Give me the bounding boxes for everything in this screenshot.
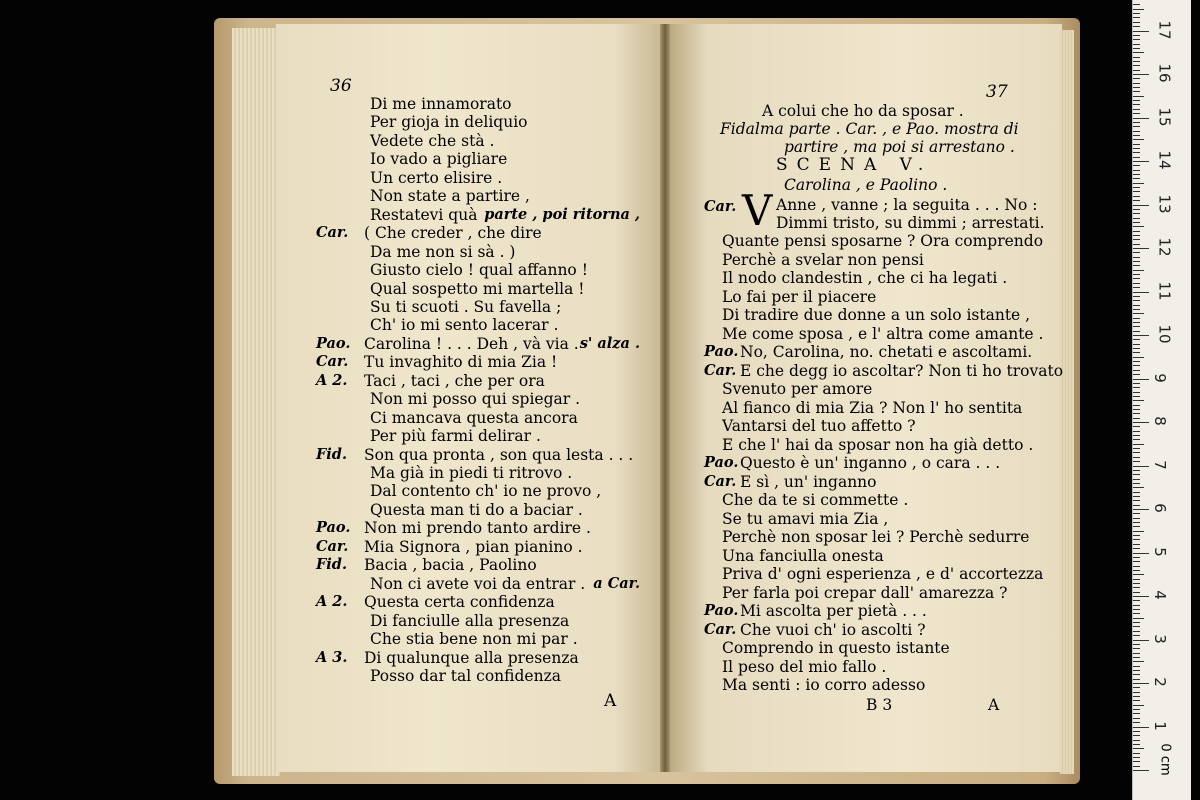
ruler-tick (1133, 74, 1149, 75)
verse-line: Da me non si sà . ) (370, 242, 516, 261)
ruler-tick (1133, 618, 1144, 619)
stage-direction: s' alza . (579, 334, 640, 352)
ruler-tick (1133, 44, 1140, 45)
ruler-tick (1133, 557, 1140, 558)
ruler-tick (1133, 539, 1140, 540)
ruler-tick (1133, 309, 1140, 310)
verse-line: Per gioja in deliquio (370, 113, 528, 132)
ruler-tick (1133, 753, 1140, 754)
ruler-number: 12 (1155, 237, 1174, 257)
verse-line: Giusto cielo ! qual affanno ! (370, 261, 588, 280)
ruler-tick (1133, 470, 1140, 471)
verse-line: Un certo elisire . (370, 168, 503, 187)
ruler-tick (1133, 435, 1140, 436)
ruler-tick (1133, 452, 1140, 453)
verse-line: Vantarsi del tuo affetto ? (722, 417, 916, 435)
ruler-tick (1133, 144, 1140, 145)
verse-line: Per farla poi crepar dall' amarezza ? (722, 583, 1008, 602)
speaker-label: A 2. (316, 371, 348, 389)
speaker-label: Car. (704, 620, 737, 638)
verse-line: Quante pensi sposarne ? Ora comprendo (722, 232, 1044, 250)
verse-line: Io vado a pigliare (370, 150, 508, 169)
ruler-tick (1133, 205, 1149, 206)
verse-line: Questa certa confidenza (364, 593, 555, 612)
ruler-tick (1133, 104, 1140, 105)
ruler-tick (1133, 592, 1140, 593)
ruler-tick (1133, 352, 1140, 353)
verse-line: Su ti scuoti . Su favella ; (370, 297, 562, 316)
ruler-tick (1133, 705, 1144, 706)
verse-line: Questo è un' inganno , o cara . . . (740, 454, 1001, 472)
ruler-tick (1133, 439, 1140, 440)
ruler-tick (1133, 609, 1140, 610)
ruler-tick (1133, 561, 1140, 562)
ruler-tick (1133, 200, 1140, 201)
ruler-tick (1133, 174, 1140, 175)
ruler-tick (1133, 509, 1149, 510)
ruler-tick (1133, 326, 1140, 327)
ruler-tick (1133, 365, 1140, 366)
ruler-tick (1133, 283, 1140, 284)
ruler-tick (1133, 513, 1140, 514)
ruler-tick (1133, 187, 1140, 188)
speaker-label: Pao. (704, 343, 739, 360)
ruler-tick (1133, 605, 1140, 606)
verse-line: Non ci avete voi da entrar . (370, 574, 586, 593)
ruler-number: 14 (1155, 150, 1174, 170)
ruler-tick (1133, 622, 1140, 623)
verse-line: Bacia , bacia , Paolino (364, 556, 537, 575)
verse-line: Di tradire due donne a un solo istante , (722, 306, 1031, 324)
ruler-tick (1133, 39, 1140, 40)
stage-direction: a Car. (593, 574, 640, 592)
ruler-tick (1133, 244, 1140, 245)
ruler-tick (1133, 357, 1144, 358)
ruler-tick (1133, 596, 1149, 597)
verse-line: Che da te si commette . (722, 491, 909, 509)
ruler-tick (1133, 231, 1140, 232)
ruler-tick (1133, 35, 1140, 36)
ruler-number: 4 (1150, 590, 1169, 600)
ruler-tick (1133, 148, 1140, 149)
ruler-tick (1133, 131, 1140, 132)
ruler-tick (1133, 65, 1140, 66)
ruler-number: 16 (1155, 63, 1174, 83)
verse-line: Dal contento ch' io ne provo , (370, 482, 602, 501)
ruler-tick (1133, 474, 1140, 475)
ruler-tick (1133, 318, 1140, 319)
ruler-tick (1133, 257, 1140, 258)
ruler-tick (1133, 213, 1140, 214)
ruler-tick (1133, 587, 1140, 588)
ruler-tick (1133, 165, 1140, 166)
verse-line: Taci , taci , che per ora (364, 371, 545, 390)
verse-line: Perchè non sposar lei ? Perchè sedurre (722, 528, 1030, 546)
ruler-tick (1133, 248, 1149, 249)
ruler-tick (1133, 270, 1144, 271)
ruler-number: 15 (1155, 106, 1174, 127)
ruler-tick (1133, 9, 1144, 10)
ruler-tick (1133, 548, 1140, 549)
speaker-label: Car. (704, 361, 737, 379)
verse-line: E sì , un' inganno (740, 472, 877, 491)
verse-line: Se tu amavi mia Zia , (722, 509, 889, 528)
ruler-tick (1133, 757, 1140, 758)
ruler-tick (1133, 383, 1140, 384)
ruler-tick (1133, 405, 1140, 406)
verse-line: Priva d' ogni esperienza , e d' accortezza (722, 565, 1044, 583)
scene-title: SCENA V. (776, 155, 933, 175)
ruler-tick (1133, 387, 1140, 388)
ruler-tick (1133, 648, 1140, 649)
ruler-tick (1133, 644, 1140, 645)
verse-line: Me come sposa , e l' altra come amante . (722, 324, 1044, 343)
ruler-tick (1133, 418, 1140, 419)
ruler-tick (1133, 761, 1140, 762)
page-edges-left (232, 28, 280, 776)
ruler-number: 2 (1150, 677, 1169, 687)
ruler-number: 9 (1150, 372, 1169, 383)
verse-line: E che degg io ascoltar? Non ti ho trovato (740, 361, 1064, 380)
opening-line: A colui che ho da sposar . (762, 102, 964, 120)
ruler-tick (1133, 713, 1140, 714)
ruler-tick (1133, 631, 1140, 632)
ruler-tick (1133, 566, 1140, 567)
ruler-tick (1133, 183, 1144, 184)
ruler-tick (1133, 479, 1140, 480)
verse-line: Ci mancava questa ancora (370, 408, 578, 427)
ruler-tick (1133, 78, 1140, 79)
ruler-tick (1133, 135, 1140, 136)
verse-line: Tu invaghito di mia Zia ! (364, 353, 558, 372)
ruler-tick (1133, 305, 1140, 306)
ruler-tick (1133, 522, 1140, 523)
verse-line: Questa man ti do a baciar . (370, 500, 583, 519)
ruler-tick (1133, 344, 1140, 345)
ruler-number: 8 (1150, 416, 1169, 426)
verse-line: Mia Signora , pian pianino . (364, 537, 583, 556)
ruler-tick (1133, 396, 1140, 397)
verse-line: Ma senti : io corro adesso (722, 676, 926, 694)
ruler-tick (1133, 500, 1140, 501)
ruler-tick (1133, 535, 1140, 536)
ruler-tick (1133, 31, 1149, 32)
verse-line: Di me innamorato (370, 95, 512, 113)
speaker-label: Car. (704, 472, 737, 490)
ruler-tick (1133, 235, 1140, 236)
ruler-tick (1133, 722, 1140, 723)
ruler-tick (1133, 296, 1140, 297)
left-catchword: A (604, 691, 617, 711)
ruler-tick (1133, 261, 1140, 262)
stage-direction-2: partire , ma poi si arrestano . (784, 138, 1015, 156)
ruler-tick (1133, 583, 1140, 584)
ruler-tick (1133, 579, 1140, 580)
verse-line: Il peso del mio fallo . (722, 657, 887, 676)
verse-line: No, Carolina, no. chetati e ascoltami. (740, 343, 1033, 361)
ruler-tick (1133, 422, 1149, 423)
speaker-label: Car. (704, 198, 737, 215)
verse-line: Che stia bene non mi par . (370, 630, 578, 649)
right-page-number: 37 (986, 82, 1008, 102)
ruler-tick (1133, 640, 1149, 641)
ruler-tick (1133, 709, 1140, 710)
verse-line: Perchè a svelar non pensi (722, 250, 924, 269)
ruler-tick (1133, 635, 1140, 636)
ruler-tick (1133, 457, 1140, 458)
verse-line: Di qualunque alla presenza (364, 648, 579, 667)
verse-line: E che l' hai da sposar non ha già detto . (722, 435, 1034, 454)
ruler-tick (1133, 239, 1140, 240)
ruler-tick (1133, 426, 1140, 427)
ruler-tick (1133, 683, 1149, 684)
ruler-tick (1133, 122, 1140, 123)
ruler-tick (1133, 696, 1140, 697)
ruler-tick (1133, 544, 1140, 545)
ruler-tick (1133, 13, 1140, 14)
ruler-tick (1133, 113, 1140, 114)
verse-line: Mi ascolta per pietà . . . (740, 602, 927, 620)
ruler-tick (1133, 679, 1140, 680)
ruler-tick (1133, 26, 1140, 27)
ruler-tick (1133, 700, 1140, 701)
ruler-tick (1133, 370, 1140, 371)
verse-line: Posso dar tal confidenza (370, 666, 561, 685)
verse-line: ( Che creder , che dire (364, 224, 542, 243)
ruler-tick (1133, 766, 1140, 767)
ruler-tick (1133, 392, 1140, 393)
ruler-tick (1133, 413, 1140, 414)
verse-line: Una fanciulla onesta (722, 546, 884, 565)
ruler-tick (1133, 191, 1140, 192)
right-catchword: A (988, 696, 1000, 714)
ruler-number: 3 (1150, 633, 1169, 644)
speaker-label: A 3. (316, 648, 348, 666)
ruler-tick (1133, 526, 1140, 527)
ruler-tick (1133, 657, 1140, 658)
speaker-label: Fid. (316, 445, 347, 463)
verse-line: Carolina ! . . . Deh , và via . (364, 334, 579, 353)
verse-line: Il nodo clandestin , che ci ha legati . (722, 269, 1008, 287)
ruler-tick (1133, 444, 1144, 445)
ruler-tick (1133, 531, 1144, 532)
ruler-tick (1133, 126, 1140, 127)
ruler-tick (1133, 4, 1140, 5)
ruler-tick (1133, 157, 1140, 158)
ruler-tick (1133, 218, 1140, 219)
ruler-tick (1133, 727, 1149, 728)
ruler-tick (1133, 17, 1140, 18)
ruler-tick (1133, 339, 1140, 340)
ruler-tick (1133, 379, 1149, 380)
speaker-label: Pao. (316, 334, 351, 352)
left-page-number: 36 (330, 76, 352, 96)
ruler-tick (1133, 400, 1144, 401)
ruler-number: 6 (1150, 503, 1169, 513)
ruler-tick (1133, 483, 1140, 484)
page-edges-right (1060, 30, 1074, 774)
ruler-tick (1133, 661, 1144, 662)
ruler-tick (1133, 335, 1149, 336)
ruler-tick (1133, 274, 1140, 275)
ruler-tick (1133, 48, 1140, 49)
ruler-tick (1133, 265, 1140, 266)
ruler-tick (1133, 744, 1140, 745)
ruler-number: 5 (1150, 546, 1169, 557)
ruler-tick (1133, 292, 1149, 293)
speaker-label: Fid. (316, 556, 347, 574)
ruler-tick (1133, 348, 1140, 349)
verse-line: Di fanciulle alla presenza (370, 611, 570, 630)
ruler-tick (1133, 331, 1140, 332)
drop-cap: V (742, 186, 773, 235)
ruler-tick (1133, 461, 1140, 462)
speaker-label: A 2. (316, 593, 348, 611)
scene-characters: Carolina , e Paolino . (784, 176, 948, 194)
ruler-tick (1133, 196, 1140, 197)
ruler-tick (1133, 448, 1140, 449)
ruler-number: 1 (1150, 720, 1169, 731)
ruler-tick (1133, 161, 1149, 162)
ruler-tick (1133, 687, 1140, 688)
ruler-tick (1133, 300, 1140, 301)
book-gutter (660, 24, 670, 772)
verse-line: Non state a partire , (370, 187, 530, 206)
verse-line: Ma già in piedi ti ritrovo . (370, 464, 573, 482)
ruler-tick (1133, 22, 1140, 23)
ruler-tick (1133, 731, 1140, 732)
ruler-tick (1133, 252, 1140, 253)
verse-line: Son qua pronta , son qua lesta . . . (364, 445, 634, 464)
ruler-tick (1133, 226, 1144, 227)
ruler-tick (1133, 626, 1140, 627)
ruler-number: 7 (1150, 459, 1169, 470)
verse-line: Restatevi quà (370, 205, 478, 224)
verse-line: Per più farmi delirar . (370, 427, 541, 446)
ruler-tick (1133, 718, 1140, 719)
ruler-tick (1133, 492, 1140, 493)
ruler-tick (1133, 770, 1149, 771)
ruler-tick (1133, 553, 1149, 554)
ruler-tick (1133, 70, 1140, 71)
ruler-number: 17 (1155, 19, 1174, 40)
ruler-tick (1133, 496, 1140, 497)
ruler-tick (1133, 278, 1140, 279)
speaker-label: Pao. (316, 519, 351, 537)
verse-line: Dimmi tristo, su dimmi ; arrestati. (776, 214, 1045, 232)
ruler-tick (1133, 574, 1144, 575)
ruler-tick (1133, 222, 1140, 223)
ruler-tick (1133, 409, 1140, 410)
ruler-tick (1133, 466, 1149, 467)
verse-line: Che vuoi ch' io ascolti ? (740, 620, 926, 639)
ruler-tick (1133, 83, 1140, 84)
ruler-tick (1133, 313, 1144, 314)
ruler-tick (1133, 61, 1140, 62)
ruler-tick (1133, 91, 1140, 92)
ruler-tick (1133, 600, 1140, 601)
speaker-label: Pao. (704, 602, 739, 619)
ruler-tick (1133, 170, 1140, 171)
ruler-tick (1133, 653, 1140, 654)
verse-line: Non mi prendo tanto ardire . (364, 519, 591, 538)
ruler-tick (1133, 96, 1144, 97)
ruler-tick (1133, 487, 1144, 488)
verse-line: Non mi posso qui spiegar . (370, 390, 581, 409)
ruler-tick (1133, 666, 1140, 667)
speaker-label: Car. (316, 537, 349, 555)
ruler-tick (1133, 209, 1140, 210)
ruler-number: 13 (1155, 193, 1174, 214)
stage-direction: parte , poi ritorna , (484, 205, 640, 223)
ruler-tick (1133, 735, 1140, 736)
ruler-tick (1133, 670, 1140, 671)
ruler-tick (1133, 613, 1140, 614)
ruler-tick (1133, 518, 1140, 519)
ruler-tick (1133, 100, 1140, 101)
ruler-tick (1133, 118, 1149, 119)
ruler-tick (1133, 570, 1140, 571)
ruler-tick (1133, 287, 1140, 288)
ruler-tick (1133, 322, 1140, 323)
verse-line: Ch' io mi sento lacerar . (370, 316, 559, 335)
ruler-tick (1133, 152, 1140, 153)
ruler-tick (1133, 374, 1140, 375)
stage-direction-1: Fidalma parte . Car. , e Pao. mostra di (720, 120, 1019, 138)
verse-line: Qual sospetto mi martella ! (370, 279, 585, 298)
signature-mark: B 3 (866, 696, 893, 714)
ruler-tick (1133, 740, 1140, 741)
verse-line: Anne , vanne ; la seguita . . . No : (776, 196, 1038, 214)
verse-line: Vedete che stà . (370, 131, 495, 150)
ruler-unit-label: 0 cm (1157, 743, 1173, 776)
speaker-label: Car. (316, 224, 349, 242)
ruler-tick (1133, 52, 1144, 53)
measuring-ruler (1132, 0, 1191, 800)
ruler-tick (1133, 692, 1140, 693)
ruler-tick (1133, 361, 1140, 362)
verse-line: Al fianco di mia Zia ? Non l' ho sentita (722, 398, 1023, 417)
ruler-tick (1133, 748, 1144, 749)
ruler-tick (1133, 431, 1140, 432)
speaker-label: Car. (316, 353, 349, 371)
speaker-label: Pao. (704, 454, 739, 471)
verse-line: Lo fai per il piacere (722, 287, 877, 306)
ruler-number: 11 (1155, 280, 1174, 301)
ruler-tick (1133, 139, 1144, 140)
ruler-tick (1133, 674, 1140, 675)
ruler-number: 10 (1155, 324, 1174, 344)
ruler-tick (1133, 178, 1140, 179)
ruler-tick (1133, 57, 1140, 58)
verse-line: Svenuto per amore (722, 380, 873, 398)
ruler-tick (1133, 109, 1140, 110)
ruler-tick (1133, 87, 1140, 88)
verse-line: Comprendo in questo istante (722, 639, 950, 657)
ruler-tick (1133, 505, 1140, 506)
